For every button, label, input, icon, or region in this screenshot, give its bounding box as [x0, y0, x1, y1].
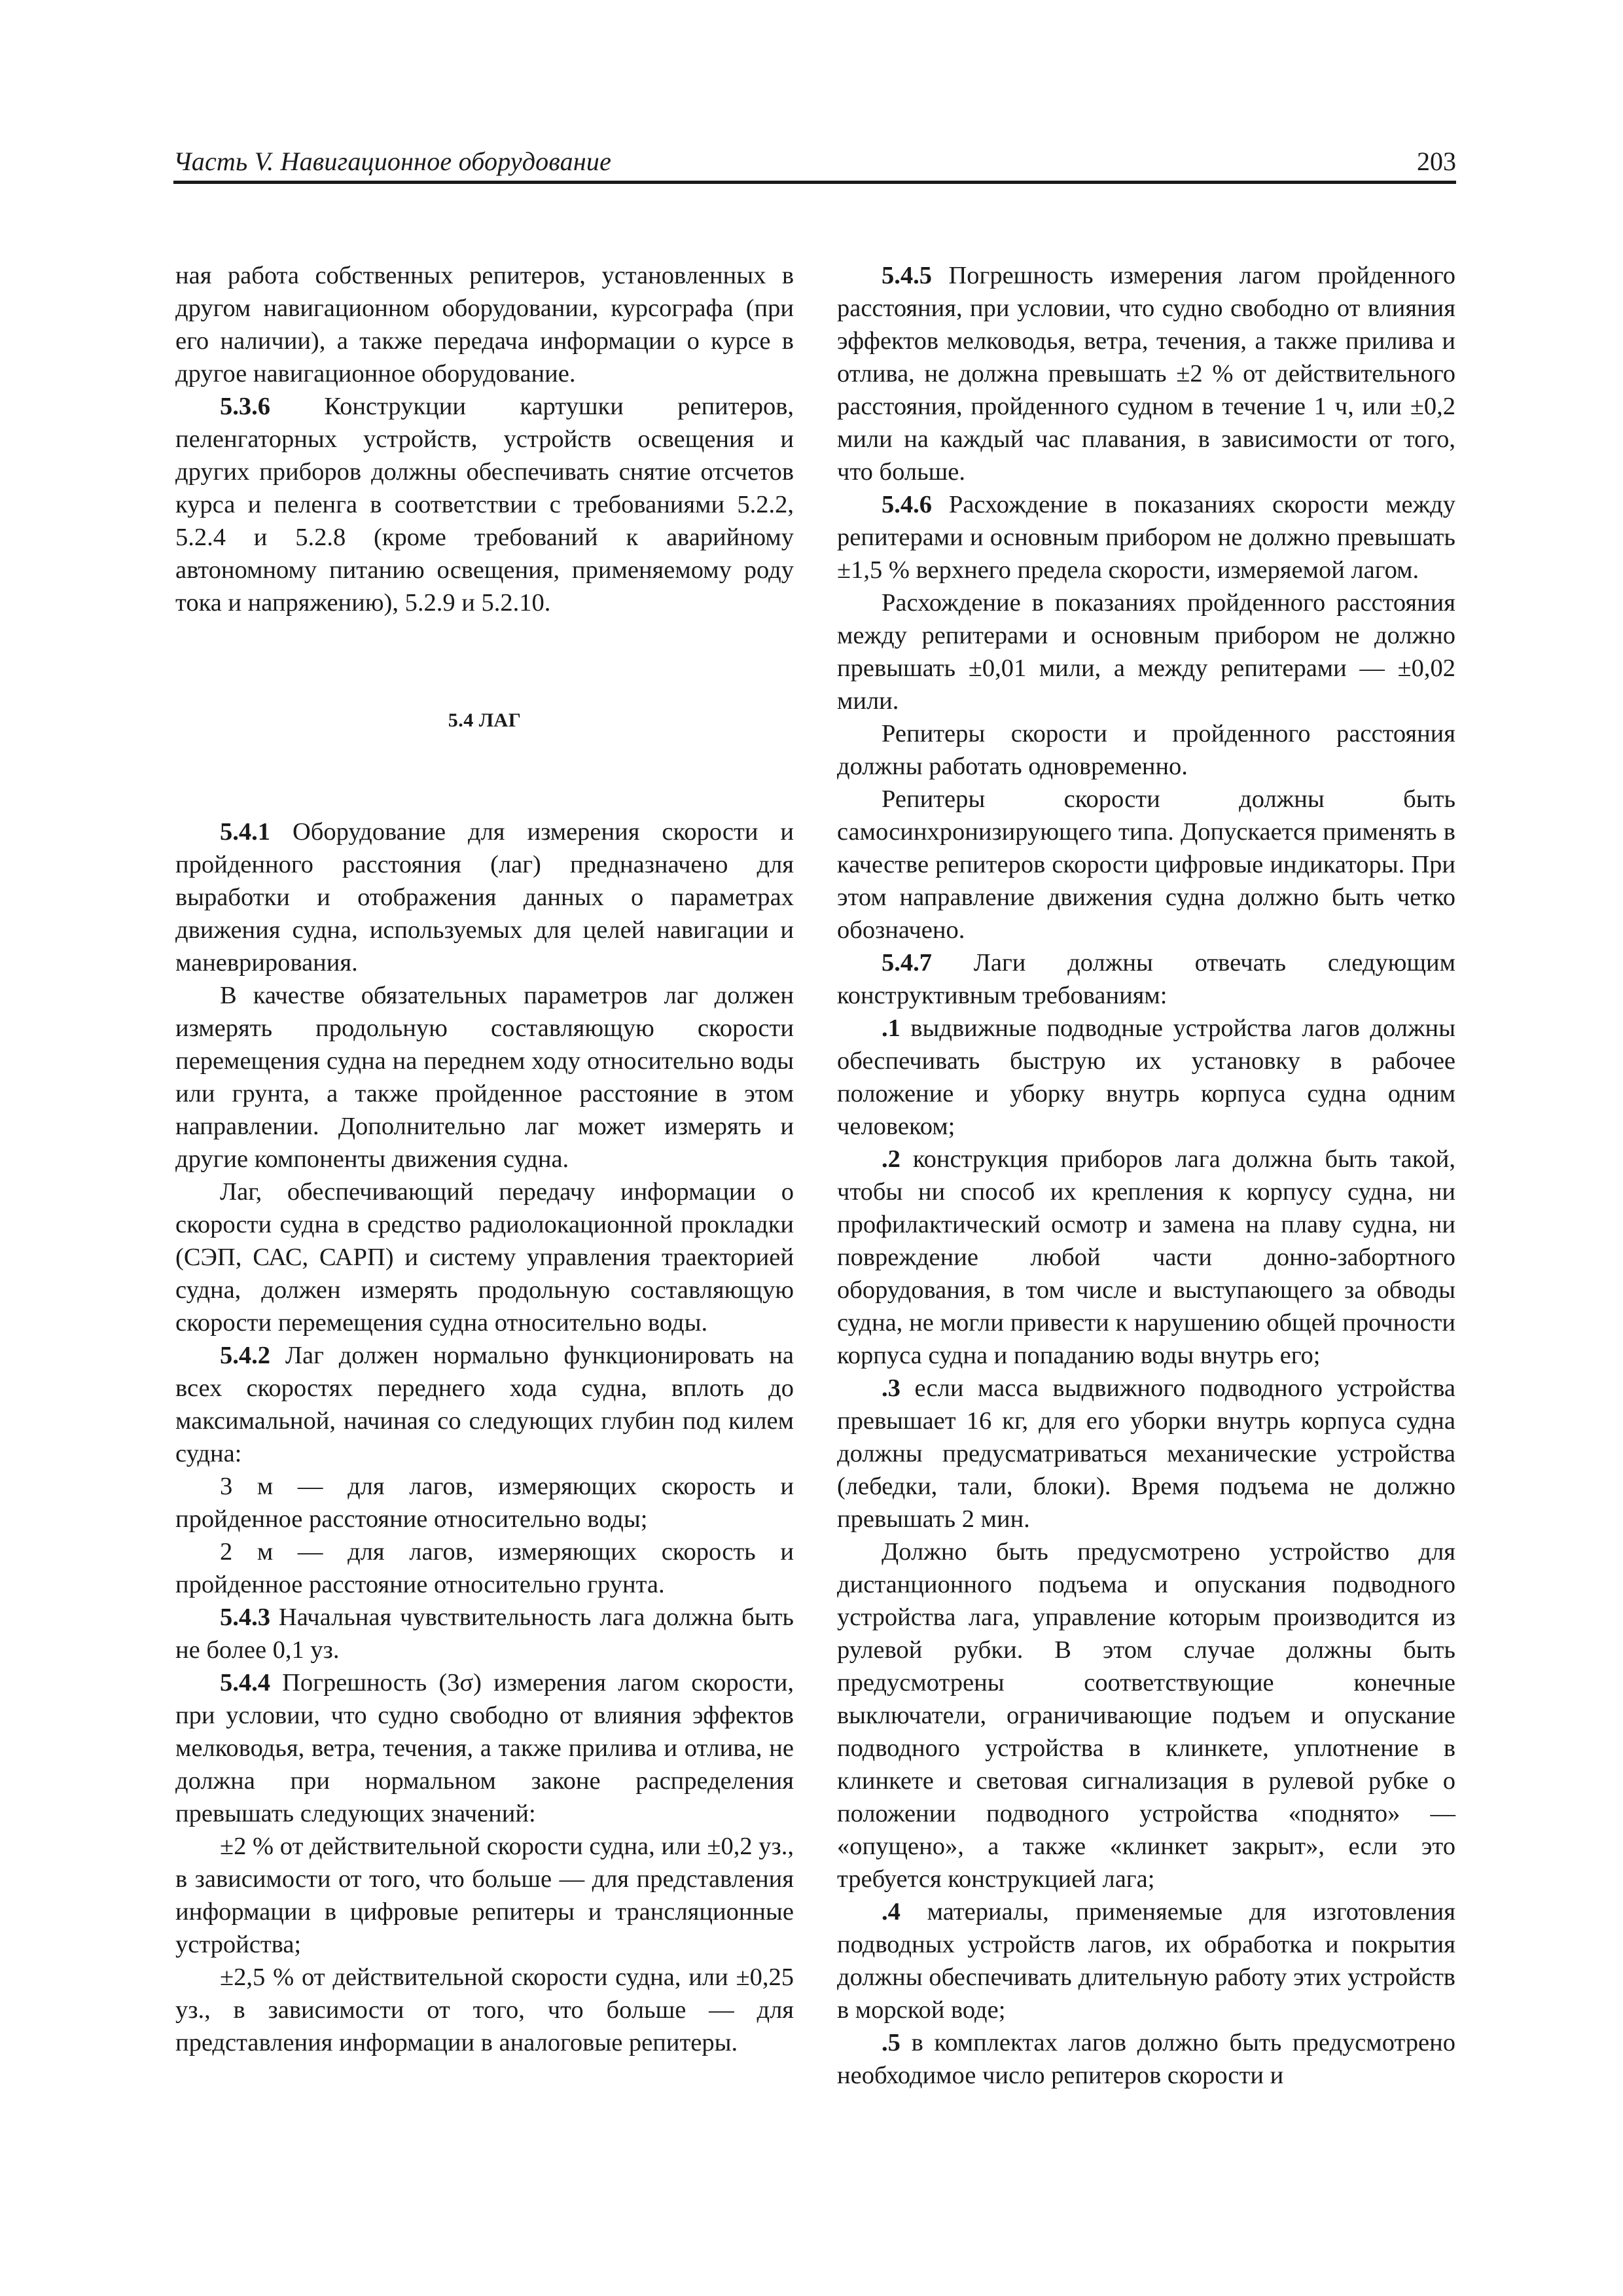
section-heading: 5.4 ЛАГ: [448, 709, 522, 731]
list-item-4: .4 материалы, применяемые для изготовления подводных устройств лагов, их обработка и покрытия должны обеспечивать длительную работу этих устройств в морской воде;: [837, 1898, 1455, 2024]
clause-number: 5.3.6: [220, 393, 270, 420]
clause-number: 5.4.4: [220, 1669, 270, 1696]
paragraph: Репитеры скорости должны быть самосинхронизирующего типа. Допускается применять в качестве репитеров скорости цифровые индикаторы. При этом направление движения судна должно быть четко обозначено.: [837, 785, 1455, 944]
paragraph: 3 м — для лагов, измеряющих скорость и пройденное расстояние относительно воды;: [175, 1473, 794, 1533]
right-column: [837, 259, 1455, 2092]
left-column: [175, 259, 794, 2059]
running-header: [173, 143, 1456, 184]
paragraph: Должно быть предусмотрено устройство для дистанционного подъема и опускания подводного устройства лага, управление которым производится из рулевой рубки. В этом случае должны быть предусмотрены соответствующие конечные выключатели, ограничивающие подъем и опускание подводного устройства в клинкете, уплотнение в клинкете и световая сигнализация в рулевой рубке о положении подводного устройства «поднято» — «опущено», а также «клинкет закрыт», если это требуется конструкцией лага;: [837, 1538, 1455, 1893]
clause-number: 5.4.5: [882, 262, 932, 289]
clause-number: 5.4.3: [220, 1604, 270, 1631]
paragraph-5-3-6: 5.3.6 Конструкции картушки репитеров, пеленгаторных устройств, устройств освещения и других приборов должны обеспечивать снятие отсчетов курса и пеленга в соответствии с требованиями 5.2.2, 5.2.4 и 5.2.8 (кроме требований к аварийному автономному питанию освещения, применяемому роду тока и напряжению), 5.2.9 и 5.2.10.: [175, 393, 794, 617]
running-title: Часть V. Навигационное оборудование: [173, 147, 612, 176]
paragraph-5-4-5: 5.4.5 Погрешность измерения лагом пройденного расстояния, при условии, что судно свободно от влияния эффектов мелководья, ветра, течения, а также прилива и отлива, не должна превышать ±2 % от действительного расстояния, пройденного судном в течение 1 ч, или ±0,2 мили на каждый час плавания, в зависимости от того, что больше.: [837, 262, 1455, 486]
clause-number: 5.4.1: [220, 818, 270, 846]
clause-number: 5.4.6: [882, 491, 932, 518]
paragraph: ±2 % от действительной скорости судна, или ±0,2 уз., в зависимости от того, что больше — для представления информации в цифровые репитеры и трансляционные устройства;: [175, 1833, 794, 1958]
item-number: .4: [882, 1898, 901, 1926]
list-item-5: .5 в комплектах лагов должно быть предусмотрено необходимое число репитеров скорости и: [837, 2029, 1455, 2089]
paragraph-5-4-7: 5.4.7 Лаги должны отвечать следующим конструктивным требованиям:: [837, 949, 1455, 1009]
item-number: .3: [882, 1374, 901, 1402]
item-number: .5: [882, 2029, 901, 2056]
list-item-3: .3 если масса выдвижного подводного устройства превышает 16 кг, для его уборки внутрь корпуса судна должны предусматриваться механические устройства (лебедки, тали, блоки). Время подъема не должно превышать 2 мин.: [837, 1374, 1455, 1533]
paragraph: ±2,5 % от действительной скорости судна, или ±0,25 уз., в зависимости от того, что больше — для представления информации в аналоговые репитеры.: [175, 1964, 794, 2056]
paragraph: В качестве обязательных параметров лаг должен измерять продольную составляющую скорости перемещения судна на переднем ходу относительно воды или грунта, а также пройденное расстояние в этом направлении. Дополнительно лаг может измерять и другие компоненты движения судна.: [175, 982, 794, 1173]
paragraph-5-4-2: 5.4.2 Лаг должен нормально функционировать на всех скоростях переднего хода судна, вплоть до максимальной, начиная со следующих глубин под килем судна:: [175, 1342, 794, 1467]
list-item-2: .2 конструкция приборов лага должна быть такой, чтобы ни способ их крепления к корпусу судна, ни профилактический осмотр и замена на плаву судна, ни повреждение любой части донно-забортного оборудования, в том числе и выступающего за обводы судна, не могли привести к нарушению общей прочности корпуса судна и попаданию воды внутрь его;: [837, 1145, 1455, 1369]
page-number: 203: [1417, 147, 1456, 176]
item-number: .1: [882, 1014, 901, 1042]
paragraph: 2 м — для лагов, измеряющих скорость и пройденное расстояние относительно грунта.: [175, 1538, 794, 1598]
paragraph: Репитеры скорости и пройденного расстояния должны работать одновременно.: [837, 720, 1455, 780]
item-number: .2: [882, 1145, 901, 1173]
paragraph: Лаг, обеспечивающий передачу информации о скорости судна в средство радиолокационной прокладки (СЭП, САС, САРП) и систему управления траекторией судна, должен измерять продольную составляющую скорости перемещения судна относительно воды.: [175, 1178, 794, 1336]
paragraph-5-4-3: 5.4.3 Начальная чувствительность лага должна быть не более 0,1 уз.: [175, 1604, 794, 1664]
paragraph: ная работа собственных репитеров, установленных в другом навигационном оборудовании, курсографа (при его наличии), а также передача информации о курсе в другое навигационное оборудование.: [175, 262, 794, 387]
list-item-1: .1 выдвижные подводные устройства лагов должны обеспечивать быструю их установку в рабочее положение и уборку внутрь корпуса судна одним человеком;: [837, 1014, 1455, 1140]
paragraph-5-4-1: 5.4.1 Оборудование для измерения скорости и пройденного расстояния (лаг) предназначено для выработки и отображения данных о параметрах движения судна, используемых для целей навигации и маневрирования.: [175, 818, 794, 977]
clause-number: 5.4.2: [220, 1342, 270, 1369]
paragraph-5-4-6: 5.4.6 Расхождение в показаниях скорости между репитерами и основным прибором не должно превышать ±1,5 % верхнего предела скорости, измеряемой лагом.: [837, 491, 1455, 584]
paragraph-5-4-4: 5.4.4 Погрешность (3σ) измерения лагом скорости, при условии, что судно свободно от влияния эффектов мелководья, ветра, течения, а также прилива и отлива, не должна при нормальном законе распределения превышать следующих значений:: [175, 1669, 794, 1827]
paragraph: Расхождение в показаниях пройденного расстояния между репитерами и основным прибором не должно превышать ±0,01 мили, а между репитерами — ±0,02 мили.: [837, 589, 1455, 715]
clause-number: 5.4.7: [882, 949, 932, 977]
